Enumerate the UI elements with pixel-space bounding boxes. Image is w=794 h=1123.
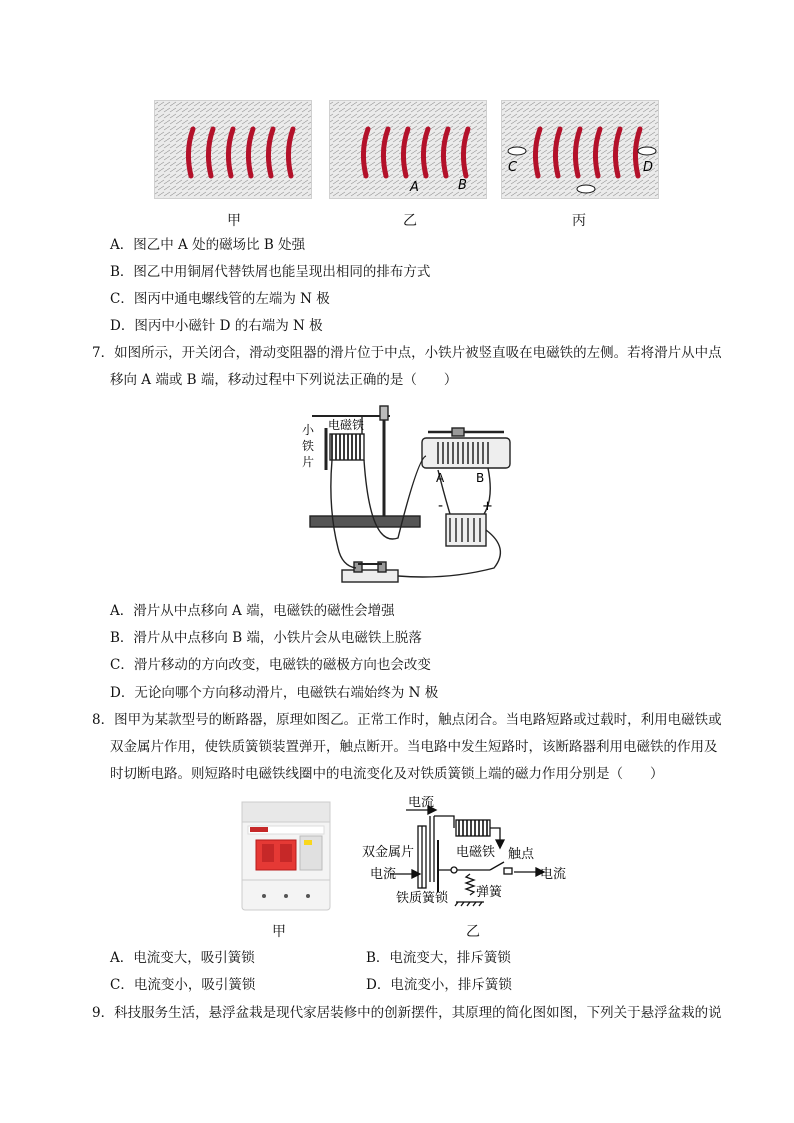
label-minus: -	[438, 498, 444, 514]
label-d: D	[643, 160, 654, 175]
q8-option-a: A．电流变大，吸引簧锁	[110, 950, 255, 966]
label-electromagnet-q8: 电磁铁	[456, 845, 496, 860]
label-spring: 弹簧	[476, 885, 503, 900]
rheostat-slider	[452, 428, 464, 436]
q6-option-c: C．图丙中通电螺线管的左端为 N 极	[110, 291, 330, 307]
coil-illustration-jia	[155, 101, 311, 198]
breaker-schematic	[360, 796, 576, 914]
caption-jia: 甲	[227, 213, 241, 229]
q8-caption-jia: 甲	[272, 924, 286, 940]
q8-stem-line3: 时切断电路。则短路时电磁铁线圈中的电流变化及对铁质簧锁上端的磁力作用分别是（ ）	[110, 766, 664, 782]
q6-option-b: B．图乙中用铜屑代替铁屑也能呈现出相同的排布方式	[110, 264, 431, 280]
q7-circuit-figure	[298, 398, 520, 590]
q9-stem-line1: 9．科技服务生活，悬浮盆栽是现代家居装修中的创新摆件，其原理的简化图如图，下列关于悬浮盆栽的说	[92, 1005, 722, 1021]
q6-option-a: A．图乙中 A 处的磁场比 B 处强	[110, 237, 306, 253]
q8-stem-line2: 双金属片作用，使铁质簧锁装置弹开，触点断开。当电路中发生短路时，该断路器利用电磁铁的作用及	[110, 739, 718, 755]
label-bimetal: 双金属片	[362, 845, 415, 860]
q7-option-a: A．滑片从中点移向 A 端，电磁铁的磁性会增强	[110, 603, 395, 619]
caption-bing: 丙	[572, 213, 586, 229]
breaker-principle-diagram	[360, 796, 576, 914]
q8-option-b: B．电流变大，排斥簧锁	[366, 950, 511, 966]
label-plus: +	[482, 499, 493, 514]
figure-jia-coil	[154, 100, 312, 199]
rheostat-body	[422, 438, 510, 468]
caption-yi: 乙	[403, 213, 417, 229]
label-end-b: B	[476, 471, 485, 485]
q8-option-d: D．电流变小，排斥簧锁	[366, 977, 512, 993]
label-pian: 片	[302, 455, 315, 469]
label-a: A	[410, 180, 419, 195]
label-current-right: 电流	[540, 867, 567, 882]
q7-option-b: B．滑片从中点移向 B 端，小铁片会从电磁铁上脱落	[110, 630, 422, 646]
label-latch: 铁质簧锁	[396, 891, 449, 906]
figure-bing-coil	[501, 100, 659, 199]
q8-stem-line1: 8．图甲为某款型号的断路器，原理如图乙。正常工作时，触点闭合。当电路短路或过载时，利用电磁铁或	[92, 712, 722, 728]
label-end-a: A	[436, 471, 445, 485]
q8-option-c: C．电流变小，吸引簧锁	[110, 977, 256, 993]
q7-stem-line1: 7．如图所示，开关闭合，滑动变阻器的滑片位于中点，小铁片被竖直吸在电磁铁的左侧。若将滑片从中点	[92, 345, 722, 361]
label-c: C	[508, 160, 518, 175]
q8-caption-yi: 乙	[466, 924, 480, 940]
label-electromagnet: 电磁铁	[328, 418, 365, 432]
label-xiao: 小	[302, 423, 315, 437]
electromagnet-circuit-diagram	[298, 398, 520, 590]
label-tie: 铁	[302, 439, 315, 453]
label-b: B	[458, 178, 467, 193]
label-contact: 触点	[508, 847, 535, 862]
figure-yi-coil	[329, 100, 487, 199]
breaker-photo	[238, 800, 334, 912]
circuit-breaker-illustration	[238, 800, 334, 912]
label-current-top: 电流	[408, 796, 435, 810]
q6-option-d: D．图丙中小磁针 D 的右端为 N 极	[110, 318, 323, 334]
coil-illustration-bing	[502, 101, 658, 198]
label-current-left: 电流	[370, 867, 397, 882]
q7-stem-line2: 移向 A 端或 B 端，移动过程中下列说法正确的是（ ）	[110, 372, 458, 388]
switch-base	[342, 570, 398, 582]
q7-option-d: D．无论向哪个方向移动滑片，电磁铁右端始终为 N 极	[110, 685, 439, 701]
coil-illustration-yi	[330, 101, 486, 198]
q7-option-c: C．滑片移动的方向改变，电磁铁的磁极方向也会改变	[110, 657, 431, 673]
